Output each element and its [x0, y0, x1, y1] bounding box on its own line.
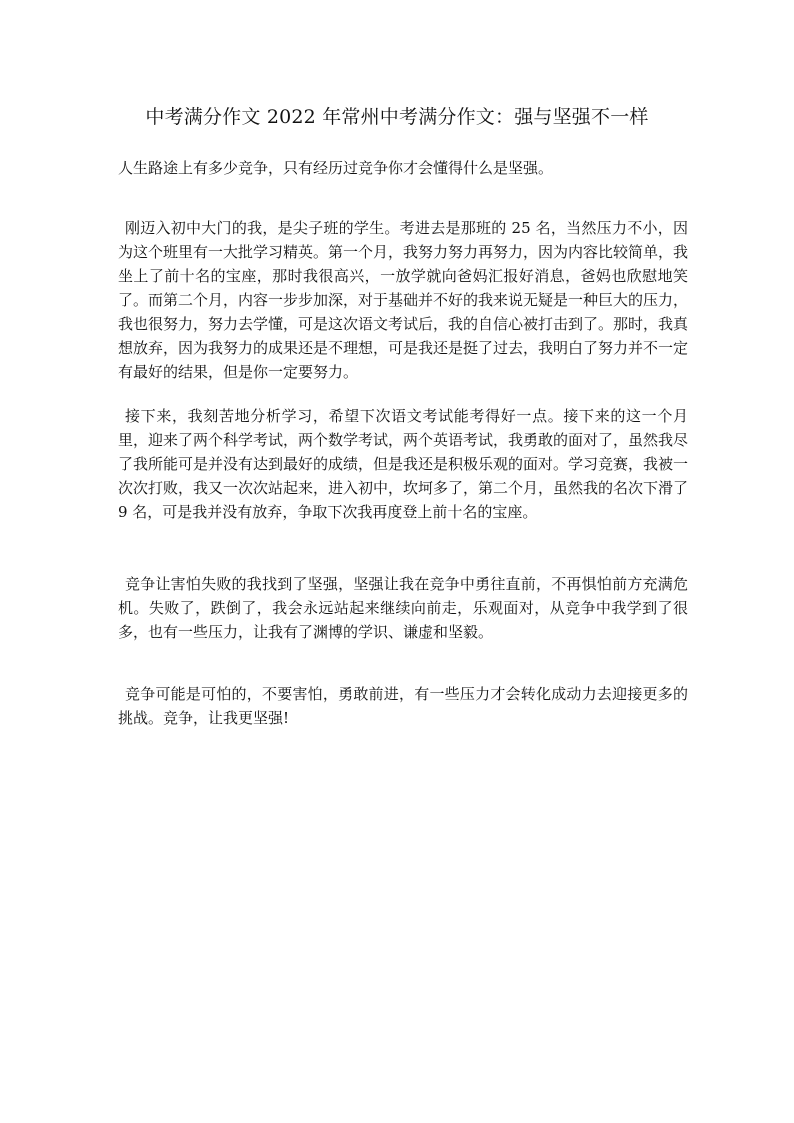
body-paragraph-2: 接下来，我刻苦地分析学习，希望下次语文考试能考得好一点。接下来的这一个月里，迎来了两个科学考试，两个数学考试，两个英语考试，我勇敢的面对了，虽然我尽了我所能可是并没有达到最好的成绩，但是我还是积极乐观的面对。学习竞赛，我被一次次打败，我又一次次站起来，进入初中，坎坷多了，第二个月，虽然我的名次下滑了 9 名，可是我并没有放弃，争取下次我再度登上前十名的宝座。: [118, 407, 689, 521]
body-paragraph-3: 竞争让害怕失败的我找到了坚强，坚强让我在竞争中勇往直前，不再惧怕前方充满危机。失败了，跌倒了，我会永远站起来继续向前走，乐观面对，从竞争中我学到了很多，也有一些压力，让我有了渊博的学识、谦虚和坚毅。: [118, 575, 688, 641]
intro-paragraph: 人生路途上有多少竞争，只有经历过竞争你才会懂得什么是坚强。: [118, 159, 554, 177]
body-paragraph-4: 竞争可能是可怕的，不要害怕，勇敢前进，有一些压力才会转化成动力去迎接更多的挑战。竞争，让我更坚强!: [118, 685, 688, 727]
body-paragraph-1: 刚迈入初中大门的我，是尖子班的学生。考进去是那班的 25 名，当然压力不小，因为这个班里有一大批学习精英。第一个月，我努力努力再努力，因为内容比较简单，我坐上了前十名的宝座，那时我很高兴，一放学就向爸妈汇报好消息，爸妈也欣慰地笑了。而第二个月，内容一步步加深，对于基础并不好的我来说无疑是一种巨大的压力，我也很努力，努力去学懂，可是这次语文考试后，我的自信心被打击到了。那时，我真想放弃，因为我努力的成果还是不理想，可是我还是挺了过去，我明白了努力并不一定有最好的结果，但是你一定要努力。: [118, 219, 689, 381]
document-title: 中考满分作文 2022 年常州中考满分作文：强与坚强不一样: [145, 106, 649, 128]
